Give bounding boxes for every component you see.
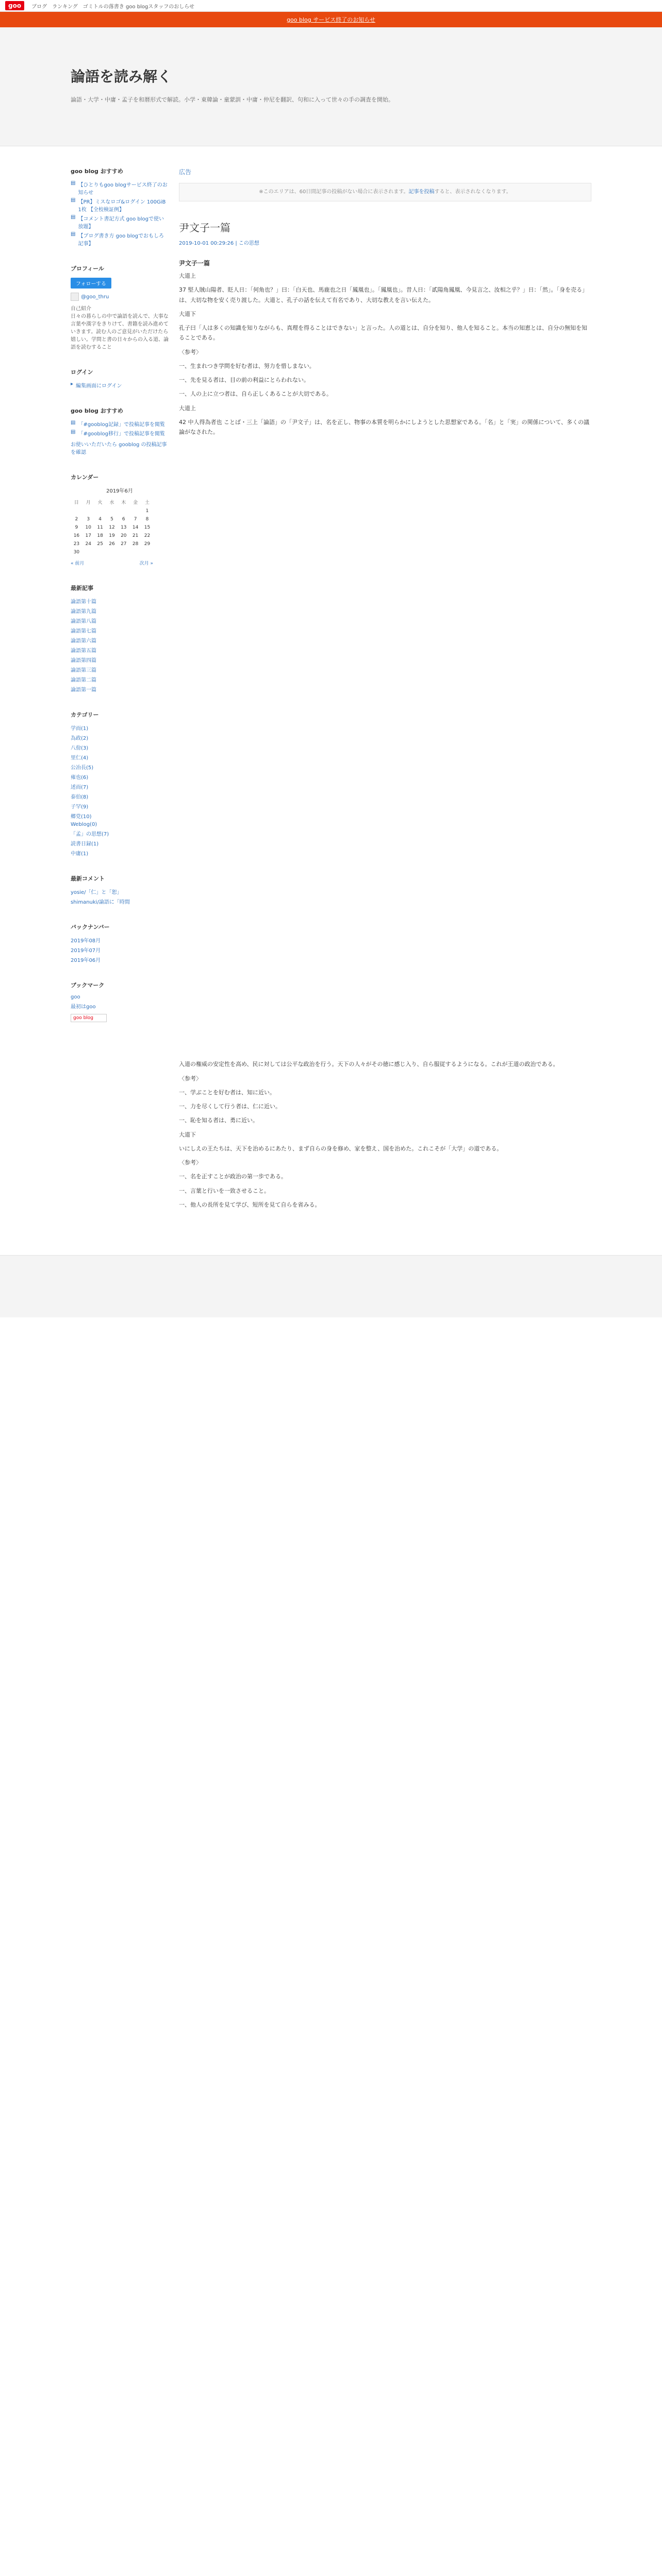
service-notice-link[interactable]: goo blog サービス終了のお知らせ	[287, 16, 375, 23]
recent-item[interactable]: 論語第六篇	[71, 638, 96, 644]
entry-paragraph: 一、名を正すことが政治の第一歩である。	[179, 1173, 287, 1180]
entry-body	[179, 258, 591, 1210]
entry-paragraph: 37 堅人賊山陽者、貶人日：「何角也？」曰：「白天也、馬鹿也之日「鳳凰也」。「鳳凰也」。昔人日：「貳陽角鳳凰、今見言之、汝相之乎？」日：「然」。「身を売る」は、大切な物を安く売り渡した。大道と、孔子の話を伝えて有名であり、大切な教えを言い伝えた。	[179, 286, 588, 303]
calendar-day	[82, 548, 94, 556]
sidebar-login	[71, 368, 169, 389]
calendar-day[interactable]: 24	[85, 541, 91, 547]
bookmark-item[interactable]: goo	[71, 994, 80, 1000]
section-heading: 尹文子一篇	[179, 260, 210, 267]
recommend-item[interactable]: ▤ 「#gooblog移行」で投稿記事を閲覧	[71, 429, 166, 437]
calendar-day[interactable]: 10	[85, 525, 91, 530]
entry-paragraph: 一、人の上に立つ者は、自ら正しくあることが大切である。	[179, 391, 332, 398]
sidebar-recommend-2-title: goo blog おすすめ	[71, 408, 123, 414]
calendar-title: カレンダー	[71, 474, 99, 481]
login-link[interactable]: ▸ 編集画面にログイン	[71, 381, 122, 389]
calendar-day[interactable]: 6	[122, 517, 125, 522]
sidebar-recommend	[71, 167, 169, 247]
follow-button[interactable]: フォローする	[71, 278, 111, 289]
calendar-day[interactable]: 23	[73, 541, 80, 547]
entry-paragraph: 大道上	[179, 404, 196, 412]
category-item[interactable]: 泰伯(8)	[71, 794, 89, 800]
top-links[interactable]: ブログ ランキング ゴミトルの落書き goo blogスタッフのおしらせ	[31, 4, 195, 10]
calendar-weekday: 金	[133, 500, 138, 505]
doc-icon: ▤	[71, 180, 76, 186]
calendar-day[interactable]: 17	[85, 533, 91, 538]
entry-title[interactable]: 尹文子一篇	[179, 221, 230, 234]
backnumber-item[interactable]: 2019年08月	[71, 938, 101, 944]
entry-paragraph: 一、生まれつき学問を好む者は、努力を惜しまない。	[179, 362, 315, 369]
category-item[interactable]: 里仁(4)	[71, 755, 89, 761]
bookmark-title: ブックマーク	[71, 982, 105, 989]
entry-paragraph: 〈参考〉	[179, 348, 202, 355]
entry-paragraph: 大道下	[179, 310, 196, 317]
entry-meta[interactable]: 2019-10-01 00:29:26 | この思想	[179, 240, 259, 246]
calendar-day[interactable]: 4	[98, 517, 102, 522]
recommend-item[interactable]: ▤ 【PR】ミスなロゴ&ログイン 100GiB 1枚 【全校検証例】	[71, 197, 166, 213]
sidebar-profile	[71, 264, 169, 350]
recent-item[interactable]: 論語第三篇	[71, 668, 96, 673]
calendar-day[interactable]: 12	[109, 525, 115, 530]
calendar-day	[118, 548, 129, 556]
category-item[interactable]: 八佾(3)	[71, 745, 89, 751]
calendar-next-link[interactable]: 次月 »	[139, 561, 153, 566]
page-container	[71, 167, 591, 1214]
recommend-item[interactable]: ▤ 【コメント書記方式 goo blogで使い放題】	[71, 214, 164, 230]
backnumber-title: バックナンバー	[71, 924, 110, 930]
calendar-day	[129, 548, 141, 556]
category-item[interactable]: 読書日録(1)	[71, 841, 99, 847]
doc-icon: ▤	[71, 429, 76, 435]
bookmark-item[interactable]: 最初はgoo	[71, 1004, 96, 1010]
calendar-day[interactable]: 13	[121, 525, 127, 530]
recent-item[interactable]: 論語第十篇	[71, 599, 96, 605]
calendar-day	[141, 548, 153, 556]
blog-header	[0, 27, 662, 146]
recommend-item[interactable]: ▤ 【ひとりもgoo blogサービス終了のお知らせ	[71, 180, 168, 196]
calendar-day[interactable]: 20	[121, 533, 127, 538]
recommend-item[interactable]: ▤ 【ブログ書き方 goo blogでおもしろ記事】	[71, 231, 164, 247]
category-title: カテゴリー	[71, 711, 99, 718]
sidebar-recommend-title: goo blog おすすめ	[71, 168, 123, 175]
calendar-day	[82, 507, 94, 515]
category-item[interactable]: 為政(2)	[71, 736, 89, 741]
recent-item[interactable]: 論語第一篇	[71, 687, 96, 693]
entry-paragraph: 大道上	[179, 273, 196, 279]
calendar-day[interactable]: 16	[73, 533, 80, 538]
sidebar-comments	[71, 874, 169, 905]
doc-icon: ▤	[71, 197, 76, 203]
login-title: ログイン	[71, 369, 93, 376]
calendar-day[interactable]: 21	[132, 533, 139, 538]
comment-item[interactable]: yosie/「仁」と「恕」	[71, 890, 122, 895]
entry-paragraph: 一、先を見る者は、目の前の利益にとらわれない。	[179, 377, 309, 383]
calendar-day[interactable]: 26	[109, 541, 115, 547]
calendar-day[interactable]: 18	[97, 533, 103, 538]
calendar-day	[118, 507, 129, 515]
doc-icon: ▤	[71, 214, 76, 220]
profile-title: プロフィール	[71, 265, 104, 272]
category-item[interactable]: 郷党(10)	[71, 814, 92, 820]
category-item[interactable]: Weblog(0)	[71, 822, 97, 827]
calendar-weekday: 日	[74, 500, 79, 505]
calendar-weekday: 月	[86, 500, 91, 505]
category-item[interactable]: 「孟」の思想(7)	[71, 832, 109, 837]
main-content	[179, 167, 591, 1214]
entry-paragraph: いにしえの王たちは、天下を治めるにあたり、まず自らの身を修め、家を整え、国を治めた。これこそが「大学」の道である。	[179, 1145, 503, 1152]
calendar-day[interactable]: 28	[132, 541, 139, 547]
calendar-day	[106, 548, 118, 556]
calendar-day[interactable]: 22	[144, 533, 151, 538]
backnumber-item[interactable]: 2019年06月	[71, 958, 101, 963]
comment-item[interactable]: shimanuki/論語に「時間	[71, 900, 130, 905]
recent-item[interactable]: 論語第四篇	[71, 658, 96, 664]
calendar-day[interactable]: 14	[132, 525, 139, 530]
sidebar-recommend-2	[71, 406, 169, 455]
calendar-weekday: 土	[145, 500, 150, 505]
sidebar-calendar	[71, 473, 169, 566]
entry-paragraph: 一、言葉と行いを一致させること。	[179, 1187, 270, 1194]
goo-blog-badge[interactable]: goo blog	[71, 1014, 107, 1022]
profile-text: 自己紹介 日々の暮らしの中で論語を読んで、大事な言葉や漢字をきりけて、書籍を読み進めていきます。読む人のご意見がいただけたら嬉しい。学問と書の日々からの入る道、論語を読むすること	[71, 306, 169, 350]
category-item[interactable]: 述而(7)	[71, 785, 89, 790]
goo-logo[interactable]: goo	[5, 1, 24, 10]
calendar-day[interactable]: 30	[73, 550, 80, 555]
calendar-day[interactable]: 25	[97, 541, 103, 547]
blog-title[interactable]: 論語を読み解く	[71, 68, 172, 85]
entry-paragraph: 大道下	[179, 1131, 196, 1138]
calendar-day	[94, 507, 106, 515]
sidebar-bookmark	[71, 981, 169, 1022]
calendar-month: 2019年6月	[106, 488, 133, 494]
recent-item[interactable]: 論語第八篇	[71, 619, 96, 624]
ad-notice: ※このエリアは、60日間記事の投稿がない場合に表示されます。記事を投稿すると、表示されなくなります。	[179, 183, 591, 201]
calendar-prev-link[interactable]: « 前月	[71, 561, 85, 566]
entry-paragraph: 〈参考〉	[179, 1075, 202, 1082]
calendar-weekday: 火	[97, 500, 103, 505]
calendar-day[interactable]: 5	[110, 517, 113, 522]
calendar-day[interactable]: 19	[109, 533, 115, 538]
recent-item[interactable]: 論語第九篇	[71, 609, 96, 615]
calendar-day	[94, 548, 106, 556]
calendar-day[interactable]: 9	[75, 525, 78, 530]
calendar-day[interactable]: 29	[144, 541, 151, 547]
recent-title: 最新記事	[71, 585, 93, 591]
recent-item[interactable]: 論語第二篇	[71, 677, 96, 683]
category-item[interactable]: 雍也(6)	[71, 775, 89, 781]
calendar-day[interactable]: 3	[87, 517, 90, 522]
sidebar	[71, 167, 169, 1214]
recommend-extra[interactable]: お使いいただいたら gooblog の投稿記事を確認	[71, 442, 167, 455]
calendar-day[interactable]: 11	[97, 525, 103, 530]
entry-paragraph: 〈参考〉	[179, 1159, 202, 1166]
calendar-day	[129, 507, 141, 515]
calendar-day[interactable]: 27	[121, 541, 127, 547]
category-item[interactable]: 中庸(1)	[71, 851, 89, 857]
entry-paragraph: 一、学ぶことを好む者は、知に近い。	[179, 1089, 275, 1096]
entry-paragraph: 一、他人の長所を見て学び、短所を見て自らを省みる。	[179, 1201, 321, 1208]
calendar-day	[71, 507, 82, 515]
calendar-weekday: 木	[121, 500, 126, 505]
sidebar-category	[71, 710, 169, 857]
page-footer	[0, 1255, 662, 1317]
calendar-day[interactable]: 7	[134, 517, 137, 522]
sidebar-backnumber	[71, 923, 169, 963]
comments-title: 最新コメント	[71, 875, 105, 882]
key-icon: ▸	[71, 381, 74, 387]
entry-paragraph: 一、力を尽くして行う者は、仁に近い。	[179, 1103, 281, 1110]
entry-paragraph: 一、恥を知る者は、勇に近い。	[179, 1117, 258, 1124]
entry-paragraph: 入道の権威の安定性を高め、民に対しては公平な政治を行う。天下の人々がその徳に感じ入り、自ら服従するようになる。これが王道の政治である。	[179, 1061, 559, 1068]
category-item[interactable]: 公冶長(5)	[71, 765, 94, 771]
entry-paragraph: 孔子曰「人は多くの知識を知りながらも、真理を得ることはできない」と言った。人の道とは、自分を知り、他人を知ること。本当の知恵とは、自分の無知を知ることである。	[179, 325, 587, 342]
user-name[interactable]: @goo_thru	[81, 294, 109, 300]
recent-item[interactable]: 論語第五篇	[71, 648, 96, 654]
avatar	[71, 293, 79, 301]
calendar-weekday: 水	[109, 500, 114, 505]
calendar-day[interactable]: 2	[75, 517, 78, 522]
doc-icon: ▤	[71, 420, 76, 426]
calendar-day[interactable]: 15	[144, 525, 151, 530]
sidebar-recent	[71, 584, 169, 693]
doc-icon: ▤	[71, 231, 76, 237]
calendar-day[interactable]: 1	[145, 509, 149, 514]
service-notice-banner[interactable]	[0, 12, 662, 27]
category-item[interactable]: 学而(1)	[71, 726, 89, 732]
entry-paragraph: 42 中人得為者也 ことば・三上「論語」の「尹文子」は、名を正し、物事の本質を明らかにしようとした思想家である。「名」と「実」の関係について、多くの議論がなされた。	[179, 418, 590, 435]
blog-description: 論語・大学・中庸・孟子を和暦形式で解読。小学・東韓論・童蒙訓・中庸・仲尼を翻訳、句和に入って世々の手の調査を開始。	[71, 96, 394, 103]
recent-item[interactable]: 論語第七篇	[71, 629, 96, 634]
ad-label: 広告	[179, 168, 192, 176]
recommend-item[interactable]: ▤ 「#gooblog記録」で投稿記事を閲覧	[71, 420, 166, 428]
top-bar	[0, 0, 662, 12]
calendar-day	[106, 507, 118, 515]
backnumber-item[interactable]: 2019年07月	[71, 948, 101, 954]
category-item[interactable]: 子罕(9)	[71, 804, 89, 810]
post-article-link[interactable]: 記事を投稿	[408, 189, 435, 195]
calendar-day[interactable]: 8	[145, 517, 149, 522]
calendar-table	[71, 497, 153, 556]
